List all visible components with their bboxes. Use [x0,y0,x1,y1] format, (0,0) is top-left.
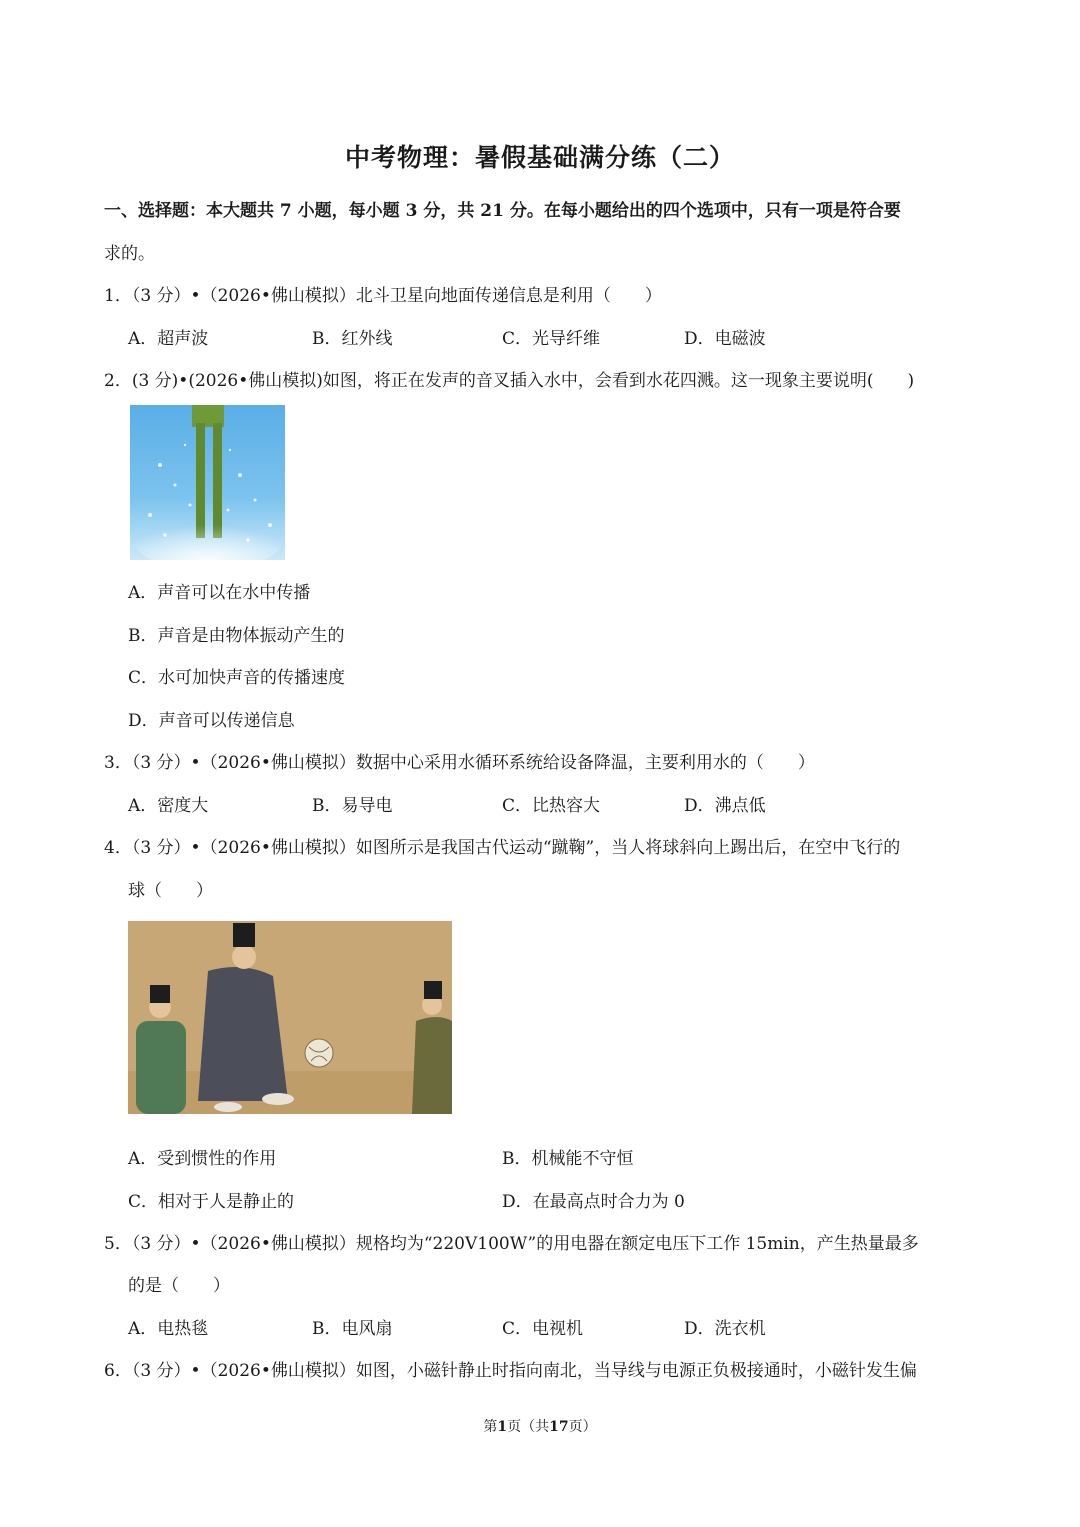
question-1-stem: 1．（3 分）•（2026•佛山模拟）北斗卫星向地面传递信息是利用（ ） [104,286,662,306]
question-2-stem: 2．(3 分)•(2026•佛山模拟)如图，将正在发声的音叉插入水中，会看到水花四溅。这一现象主要说明( ) [104,371,915,391]
tuning-fork-in-water-figure [130,405,285,560]
question-6-stem: 6．（3 分）•（2026•佛山模拟）如图，小磁针静止时指向南北，当导线与电源正负极接通时，小磁针发生偏 [104,1361,917,1381]
q1-option-c: C．光导纤维 [502,329,601,349]
footer-page-number: 1 [497,1419,508,1435]
q3-option-b: B．易导电 [312,796,393,816]
section-heading-line1: 一、选择题：本大题共 7 小题，每小题 3 分，共 21 分。在每小题给出的四个选项中，只有一项是符合要 [104,201,901,221]
q4-option-c: C．相对于人是静止的 [128,1192,295,1212]
page-title: 中考物理：暑假基础满分练（二） [344,143,735,172]
question-4-stem-line2: 球（ ） [128,881,213,901]
footer-prefix: 第 [483,1419,498,1435]
question-5-stem-line2: 的是（ ） [128,1276,230,1296]
question-3-stem: 3．（3 分）•（2026•佛山模拟）数据中心采用水循环系统给设备降温，主要利用水的（ ） [104,753,815,773]
q1-option-a: A．超声波 [128,329,209,349]
q2-option-d: D．声音可以传递信息 [128,711,295,731]
footer-total-pages: 17 [549,1419,569,1435]
question-4-stem-line1: 4．（3 分）•（2026•佛山模拟）如图所示是我国古代运动“蹴鞠”，当人将球斜向上踢出后，在空中飞行的 [104,838,901,858]
q5-option-c: C．电视机 [502,1319,584,1339]
q1-option-b: B．红外线 [312,329,393,349]
q3-option-a: A．密度大 [128,796,209,816]
q1-option-d: D．电磁波 [684,329,766,349]
q5-option-b: B．电风扇 [312,1319,393,1339]
q2-option-a: A．声音可以在水中传播 [128,583,311,603]
q3-option-d: D．沸点低 [684,796,766,816]
section-heading-line2: 求的。 [104,244,155,264]
q4-option-b: B．机械能不守恒 [502,1149,634,1169]
q2-option-c: C．水可加快声音的传播速度 [128,668,346,688]
q4-option-a: A．受到惯性的作用 [128,1149,277,1169]
question-5-stem-line1: 5．（3 分）•（2026•佛山模拟）规格均为“220V100W”的用电器在额定电压下工作 15min，产生热量最多 [104,1234,919,1254]
q5-option-d: D．洗衣机 [684,1319,766,1339]
footer-suffix: 页） [568,1419,597,1435]
page-footer [0,1416,1080,1436]
footer-middle: 页（共 [507,1419,550,1435]
q4-option-d: D．在最高点时合力为 0 [502,1192,685,1212]
cuju-painting-figure [128,921,452,1114]
q5-option-a: A．电热毯 [128,1319,209,1339]
q2-option-b: B．声音是由物体振动产生的 [128,626,345,646]
q3-option-c: C．比热容大 [502,796,601,816]
